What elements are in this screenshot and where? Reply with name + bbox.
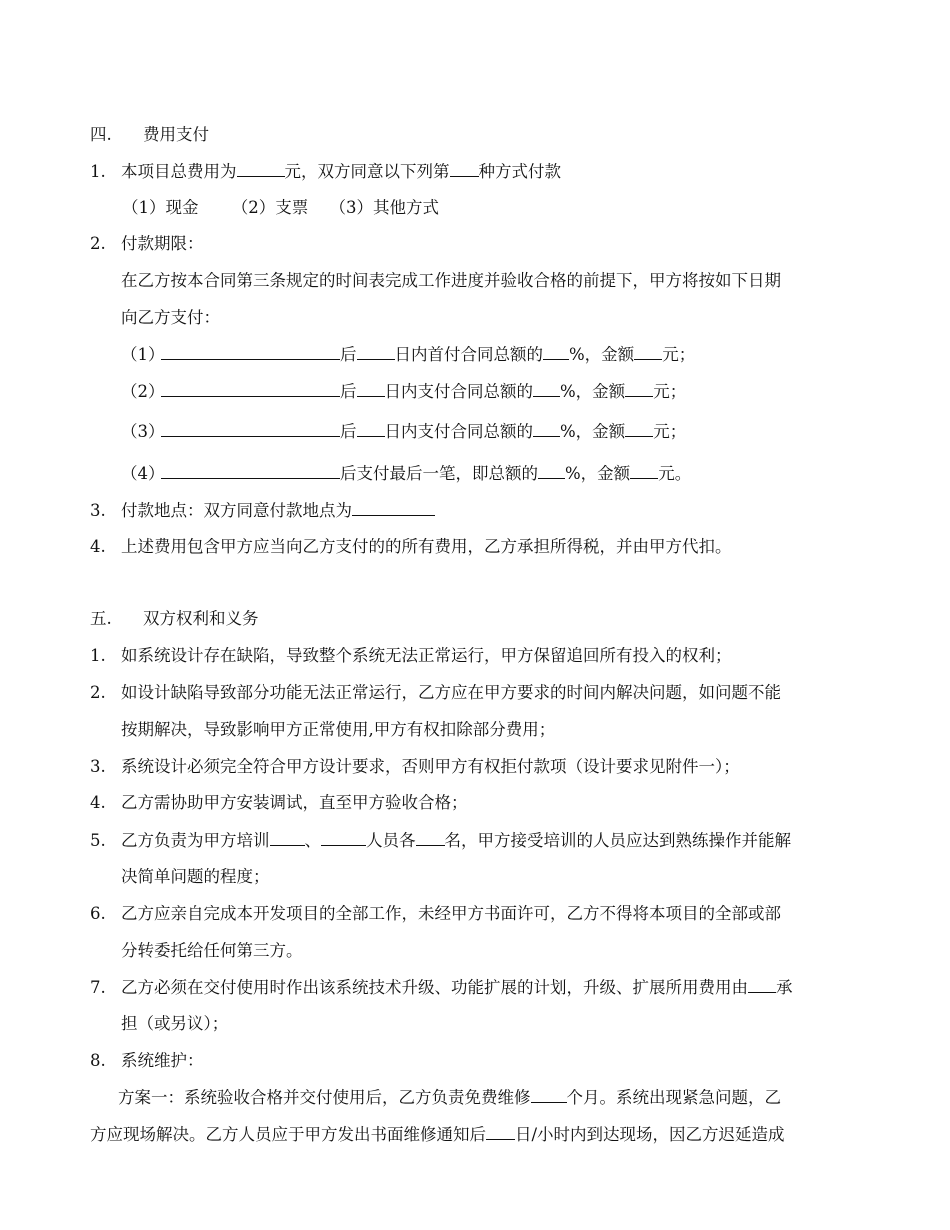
- clause-text: 名，甲方接受培训的人员应达到熟练操作并能解: [444, 831, 791, 850]
- blank-amount: [625, 420, 653, 437]
- clause-5-8: [90, 1050, 204, 1072]
- blank-days: [357, 420, 385, 437]
- option-other: （3）其他方式: [329, 198, 439, 217]
- clause-text: 、: [304, 831, 321, 850]
- clause-text: 乙方应亲自完成本开发项目的全部工作，未经甲方书面许可，乙方不得将本项目的全部或部: [121, 904, 781, 923]
- blank-amount: [630, 462, 658, 479]
- payment-options: [122, 197, 439, 219]
- clause-4-3: [90, 499, 435, 522]
- payment-row-3: [121, 420, 686, 443]
- clause-4-4: [90, 536, 732, 558]
- blank-trainee-count: [416, 829, 445, 846]
- clause-number: 4.: [90, 793, 106, 812]
- maintenance-plan-line2: [90, 1123, 785, 1146]
- clause-5-2-line1: [90, 682, 781, 704]
- clause-5-6-line2: 分转委托给任何第三方。: [121, 941, 303, 960]
- blank-training-role-2: [321, 829, 366, 846]
- clause-text: 付款地点：双方同意付款地点为: [121, 501, 352, 520]
- blank-days: [357, 343, 395, 360]
- clause-5-7-line2: 担（或另议）；: [121, 1014, 229, 1033]
- payment-text: %，金额: [560, 382, 626, 401]
- section-number: 五.: [90, 609, 112, 628]
- blank-warranty-months: [531, 1086, 567, 1103]
- payment-text: 元；: [653, 382, 687, 401]
- option-check: （2）支票: [231, 198, 309, 217]
- clause-text: 人员各: [366, 831, 416, 850]
- clause-text: 系统设计必须完全符合甲方设计要求，否则甲方有权拒付款项（设计要求见附件一）；: [121, 757, 740, 776]
- clause-number: 7.: [90, 978, 106, 997]
- payment-text: 后支付最后一笔，即总额的: [340, 464, 538, 483]
- clause-4-2: [90, 233, 204, 255]
- blank-percent: [538, 462, 565, 479]
- clause-4-2-para-line1: 在乙方按本合同第三条规定的时间表完成工作进度并验收合格的前提下，甲方将按如下日期: [121, 271, 781, 290]
- clause-text: 上述费用包含甲方应当向乙方支付的的所有费用，乙方承担所得税，并由甲方代扣。: [121, 537, 732, 556]
- clause-number: 6.: [90, 904, 106, 923]
- clause-number: 4.: [90, 537, 106, 556]
- clause-number: 2.: [90, 234, 106, 253]
- blank-milestone: [161, 420, 340, 437]
- blank-upgrade-payer: [748, 976, 776, 993]
- payment-text: 后: [340, 422, 357, 441]
- payment-text: 元；: [653, 422, 687, 441]
- blank-response-time: [486, 1123, 515, 1140]
- section-5-heading: [90, 608, 259, 630]
- clause-number: 3.: [90, 757, 106, 776]
- payment-text: 后: [340, 345, 357, 364]
- clause-text: 种方式付款: [478, 162, 561, 181]
- clause-text: 如设计缺陷导致部分功能无法正常运行，乙方应在甲方要求的时间内解决问题，如问题不能: [121, 683, 781, 702]
- clause-5-4: [90, 792, 468, 814]
- blank-milestone: [161, 343, 340, 360]
- clause-text: 如系统设计存在缺陷，导致整个系统无法正常运行，甲方保留追回所有投入的权利；: [121, 646, 732, 665]
- section-number: 四.: [90, 125, 112, 144]
- blank-total-fee: [237, 160, 285, 177]
- plan-text: 日/小时内到达现场，因乙方迟延造成: [515, 1125, 785, 1144]
- clause-text: 本项目总费用为: [121, 162, 237, 181]
- payment-text: %，金额: [560, 422, 626, 441]
- clause-number: 8.: [90, 1051, 106, 1070]
- blank-training-role-1: [270, 829, 305, 846]
- payment-row-4: [121, 462, 691, 485]
- payment-text: 日内首付合同总额的: [394, 345, 543, 364]
- payment-row-1: [121, 343, 695, 366]
- clause-text: 承: [776, 978, 793, 997]
- clause-4-2-para-line2: 向乙方支付：: [121, 308, 220, 327]
- clause-5-2-line2: 按期解决，导致影响甲方正常使用,甲方有权扣除部分费用；: [121, 720, 556, 739]
- clause-5-5-line1: [90, 829, 791, 852]
- plan-text: 方应现场解决。乙方人员应于甲方发出书面维修通知后: [90, 1125, 486, 1144]
- option-cash: （1）现金: [122, 198, 199, 217]
- blank-amount: [625, 380, 653, 397]
- payment-label: （1）: [121, 345, 165, 364]
- blank-percent: [533, 380, 560, 397]
- section-title: 费用支付: [143, 125, 209, 144]
- clause-5-5-line2: 决简单问题的程度；: [121, 867, 270, 886]
- payment-text: %，金额: [565, 464, 631, 483]
- payment-label: （3）: [121, 422, 165, 441]
- payment-text: 日内支付合同总额的: [384, 382, 533, 401]
- plan-text: 方案一：系统验收合格并交付使用后，乙方负责免费维修: [118, 1088, 531, 1107]
- payment-text: 元；: [662, 345, 696, 364]
- payment-row-2: [121, 380, 686, 403]
- blank-percent: [533, 420, 560, 437]
- clause-text: 乙方必须在交付使用时作出该系统技术升级、功能扩展的计划，升级、扩展所用费用由: [121, 978, 748, 997]
- clause-5-6-line1: [90, 903, 781, 925]
- blank-payment-method: [450, 160, 479, 177]
- clause-number: 1.: [90, 162, 106, 181]
- clause-text: 乙方负责为甲方培训: [121, 831, 270, 850]
- section-4-heading: [90, 124, 209, 146]
- clause-5-7-line1: [90, 976, 793, 999]
- clause-number: 1.: [90, 646, 106, 665]
- maintenance-plan-line1: [118, 1086, 781, 1109]
- payment-text: %，金额: [569, 345, 635, 364]
- clause-number: 5.: [90, 831, 106, 850]
- clause-number: 2.: [90, 683, 106, 702]
- clause-text: 元，双方同意以下列第: [284, 162, 450, 181]
- payment-label: （4）: [121, 464, 165, 483]
- clause-4-1: [90, 160, 561, 183]
- payment-text: 日内支付合同总额的: [384, 422, 533, 441]
- blank-days: [357, 380, 385, 397]
- clause-text: 付款期限：: [121, 234, 204, 253]
- blank-payment-location: [352, 499, 435, 516]
- payment-text: 后: [340, 382, 357, 401]
- blank-milestone: [161, 462, 340, 479]
- clause-text: 系统维护：: [121, 1051, 204, 1070]
- payment-label: （2）: [121, 382, 165, 401]
- clause-5-3: [90, 756, 740, 778]
- blank-amount: [634, 343, 662, 360]
- clause-text: 乙方需协助甲方安装调试，直至甲方验收合格；: [121, 793, 468, 812]
- blank-milestone: [161, 380, 340, 397]
- payment-text: 元。: [658, 464, 692, 483]
- section-title: 双方权利和义务: [143, 609, 259, 628]
- clause-5-1: [90, 645, 732, 667]
- clause-number: 3.: [90, 501, 106, 520]
- plan-text: 个月。系统出现紧急问题，乙: [566, 1088, 781, 1107]
- blank-percent: [543, 343, 569, 360]
